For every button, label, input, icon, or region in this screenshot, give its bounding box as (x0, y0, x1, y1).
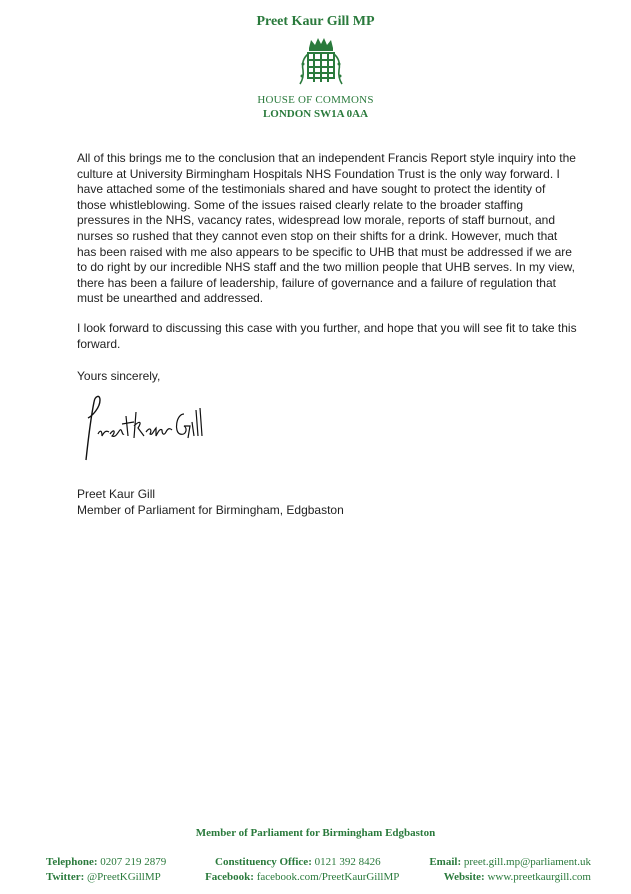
facebook-link[interactable]: facebook.com/PreetKaurGillMP (256, 871, 400, 883)
website-link[interactable]: www.preetkaurgill.com (487, 871, 591, 883)
closing-salutation: Yours sincerely, (77, 369, 161, 383)
handwritten-signature (76, 392, 206, 464)
telephone-contact (46, 856, 166, 868)
footer-contact-row-1 (46, 856, 591, 868)
telephone-value: 0207 219 2879 (100, 856, 167, 868)
signer-name: Preet Kaur Gill (77, 487, 156, 501)
house-of-commons-label: HOUSE OF COMMONS (257, 94, 374, 106)
body-paragraph-2: I look forward to discussing this case with you further, and hope that you will see fit to take this forward. (77, 321, 577, 351)
website-contact (444, 871, 591, 883)
twitter-link[interactable]: @PreetKGillMP (87, 871, 161, 883)
email-label: Email: (429, 856, 462, 868)
address-label: LONDON SW1A 0AA (262, 108, 369, 120)
constituency-contact (215, 856, 381, 868)
constituency-value: 0121 392 8426 (314, 856, 381, 868)
twitter-label: Twitter: (46, 871, 85, 883)
footer-title: Member of Parliament for Birmingham Edgbaston (195, 827, 436, 839)
facebook-label: Facebook: (205, 871, 254, 883)
portcullis-icon (297, 36, 345, 88)
mp-name-heading: Preet Kaur Gill MP (256, 14, 375, 29)
email-link[interactable]: preet.gill.mp@parliament.uk (463, 856, 591, 868)
body-paragraph-1: All of this brings me to the conclusion that an independent Francis Report style inquiry into the culture at University Birmingham Hospitals NHS Foundation Trust is the only way forward. I have attached some of the testimonials shared and have sought to protect the identity of those whistleblowing. Some of the issues raised clearly relate to the broader staffing pressures in the NHS, vacancy rates, widespread low morale, reports of staff burnout, and nurses so rushed that they cannot even stop on their shifts for a drink. However, much that has been raised with me also appears to be specific to UHB that must be addressed if we are to do right by our incredible NHS staff and the two million people that UHB serves. In my view, there has been a failure of leadership, failure of governance and a failure of regulation that must be unearthed and addressed. (77, 151, 576, 306)
email-contact (429, 856, 591, 868)
twitter-contact (46, 871, 161, 883)
constituency-label: Constituency Office: (215, 856, 312, 868)
website-label: Website: (443, 871, 485, 883)
facebook-contact (205, 871, 399, 883)
footer-contact-row-2 (46, 871, 591, 883)
telephone-label: Telephone: (46, 856, 98, 868)
signer-title: Member of Parliament for Birmingham, Edgbaston (77, 503, 344, 517)
